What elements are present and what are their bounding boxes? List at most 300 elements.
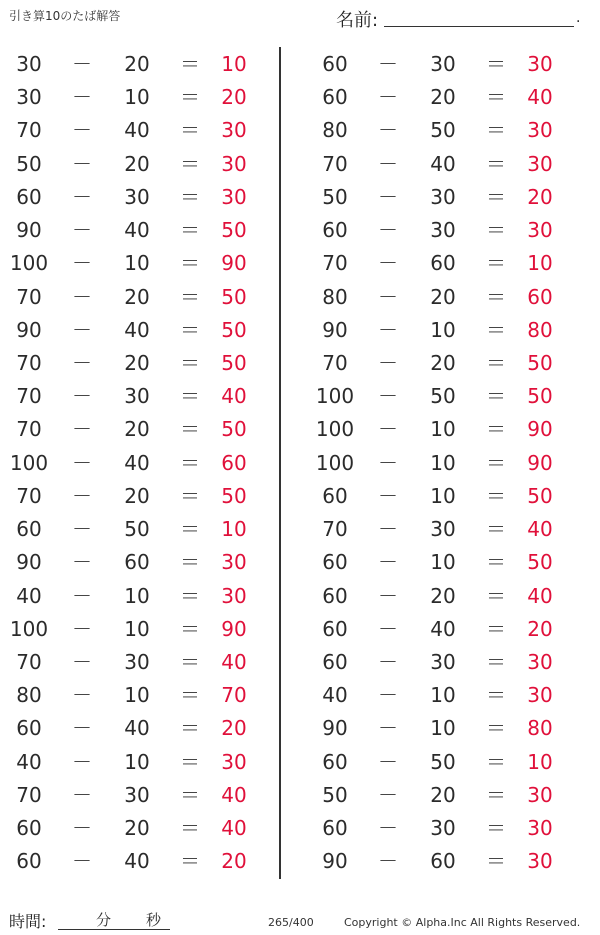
minuend: 70 [16, 483, 42, 508]
minus-sign: － [72, 816, 92, 841]
subtrahend: 30 [430, 816, 456, 841]
problem-row [0, 314, 290, 347]
problem-row [306, 148, 596, 181]
subtrahend: 20 [124, 816, 150, 841]
equals-sign: ＝ [486, 749, 506, 774]
minuend: 70 [322, 350, 348, 375]
answer: 50 [221, 218, 247, 243]
subtrahend: 20 [124, 284, 150, 309]
problem-row [0, 413, 290, 446]
subtrahend: 30 [430, 649, 456, 674]
problem-row [306, 281, 596, 314]
problem-row [306, 546, 596, 579]
subtrahend: 40 [430, 616, 456, 641]
minuend: 60 [322, 52, 348, 76]
answer: 30 [221, 184, 247, 209]
minus-sign: － [378, 616, 398, 641]
equals-sign: ＝ [486, 483, 506, 508]
minus-sign: － [72, 52, 92, 76]
minuend: 70 [322, 251, 348, 276]
subtrahend: 20 [124, 483, 150, 508]
answer: 20 [221, 716, 247, 741]
minus-sign: － [378, 184, 398, 209]
subtrahend: 30 [430, 218, 456, 243]
answer: 10 [221, 517, 247, 542]
name-label: 名前: [336, 10, 379, 31]
minuend: 70 [16, 417, 42, 442]
subtrahend: 40 [124, 450, 150, 475]
subtrahend: 60 [430, 251, 456, 276]
minus-sign: － [72, 251, 92, 276]
answer: 40 [221, 649, 247, 674]
answer: 30 [527, 649, 553, 674]
equals-sign: ＝ [486, 384, 506, 409]
subtrahend: 40 [430, 151, 456, 176]
problem-row [306, 646, 596, 679]
subtrahend: 20 [430, 782, 456, 807]
minus-sign: － [72, 350, 92, 375]
minute-label: 分 [96, 911, 112, 929]
subtrahend: 30 [430, 52, 456, 76]
problem-row [306, 812, 596, 845]
minuend: 70 [16, 118, 42, 143]
answer: 40 [527, 583, 553, 608]
answer: 30 [527, 683, 553, 708]
subtrahend: 60 [430, 849, 456, 874]
problem-row [0, 380, 290, 413]
minus-sign: － [378, 849, 398, 874]
answer: 30 [221, 583, 247, 608]
equals-sign: ＝ [486, 816, 506, 841]
minuend: 60 [16, 184, 42, 209]
answer: 10 [527, 749, 553, 774]
minuend: 30 [16, 85, 42, 110]
problem-row [306, 513, 596, 546]
subtrahend: 10 [124, 251, 150, 276]
minus-sign: － [72, 583, 92, 608]
time-label: 時間: [9, 912, 47, 931]
minuend: 100 [315, 450, 355, 475]
minus-sign: － [378, 583, 398, 608]
answer: 20 [527, 184, 553, 209]
answer: 30 [527, 849, 553, 874]
equals-sign: ＝ [180, 517, 200, 542]
subtrahend: 10 [124, 85, 150, 110]
subtrahend: 20 [430, 350, 456, 375]
answer: 20 [527, 616, 553, 641]
minus-sign: － [72, 550, 92, 575]
problem-row [306, 580, 596, 613]
problem-row [306, 413, 596, 446]
subtrahend: 10 [124, 616, 150, 641]
equals-sign: ＝ [486, 184, 506, 209]
subtrahend: 20 [124, 52, 150, 76]
problem-row [0, 214, 290, 247]
subtrahend: 10 [430, 683, 456, 708]
subtrahend: 10 [430, 716, 456, 741]
minuend: 70 [16, 782, 42, 807]
minus-sign: － [378, 450, 398, 475]
minuend: 80 [322, 284, 348, 309]
problem-row [306, 380, 596, 413]
minuend: 60 [322, 616, 348, 641]
subtrahend: 50 [430, 118, 456, 143]
minuend: 90 [16, 550, 42, 575]
answer: 60 [527, 284, 553, 309]
minus-sign: － [72, 184, 92, 209]
equals-sign: ＝ [486, 450, 506, 475]
equals-sign: ＝ [180, 184, 200, 209]
equals-sign: ＝ [180, 218, 200, 243]
minus-sign: － [378, 683, 398, 708]
answer: 30 [221, 118, 247, 143]
minuend: 60 [322, 85, 348, 110]
problem-row [0, 480, 290, 513]
problem-row [0, 812, 290, 845]
minus-sign: － [72, 417, 92, 442]
problem-row [0, 845, 290, 878]
minus-sign: － [378, 649, 398, 674]
equals-sign: ＝ [486, 151, 506, 176]
subtrahend: 30 [430, 517, 456, 542]
minuend: 60 [16, 816, 42, 841]
problem-row [306, 181, 596, 214]
answer: 30 [221, 151, 247, 176]
subtrahend: 40 [124, 716, 150, 741]
problem-row [0, 281, 290, 314]
name-field-line [384, 26, 574, 27]
equals-sign: ＝ [180, 649, 200, 674]
answer: 10 [527, 251, 553, 276]
subtrahend: 10 [430, 317, 456, 342]
minus-sign: － [378, 284, 398, 309]
minus-sign: － [72, 118, 92, 143]
equals-sign: ＝ [486, 251, 506, 276]
subtrahend: 40 [124, 849, 150, 874]
answer: 40 [527, 517, 553, 542]
minuend: 80 [16, 683, 42, 708]
subtrahend: 20 [430, 85, 456, 110]
answer: 80 [527, 317, 553, 342]
minuend: 70 [322, 517, 348, 542]
minus-sign: － [72, 450, 92, 475]
minus-sign: － [72, 649, 92, 674]
minus-sign: － [378, 317, 398, 342]
problem-row [0, 613, 290, 646]
minuend: 40 [16, 749, 42, 774]
minus-sign: － [378, 384, 398, 409]
problem-row [0, 746, 290, 779]
equals-sign: ＝ [486, 52, 506, 76]
answer: 90 [527, 450, 553, 475]
minus-sign: － [72, 683, 92, 708]
minus-sign: － [72, 616, 92, 641]
minus-sign: － [378, 417, 398, 442]
minus-sign: － [72, 284, 92, 309]
equals-sign: ＝ [180, 816, 200, 841]
problem-row [0, 48, 290, 81]
subtrahend: 10 [430, 550, 456, 575]
subtrahend: 10 [124, 583, 150, 608]
answer: 30 [527, 52, 553, 76]
minus-sign: － [72, 317, 92, 342]
left-problem-column [0, 48, 290, 878]
minuend: 60 [16, 517, 42, 542]
answer: 50 [527, 384, 553, 409]
problem-row [306, 81, 596, 114]
problem-row [306, 712, 596, 745]
equals-sign: ＝ [180, 483, 200, 508]
equals-sign: ＝ [180, 350, 200, 375]
answer: 30 [221, 550, 247, 575]
minuend: 100 [9, 450, 49, 475]
subtrahend: 20 [430, 583, 456, 608]
minus-sign: － [72, 384, 92, 409]
minus-sign: － [378, 782, 398, 807]
minuend: 50 [16, 151, 42, 176]
subtrahend: 30 [430, 184, 456, 209]
minus-sign: － [378, 350, 398, 375]
answer: 90 [221, 251, 247, 276]
minus-sign: － [378, 85, 398, 110]
minus-sign: － [378, 218, 398, 243]
equals-sign: ＝ [486, 616, 506, 641]
minuend: 60 [322, 550, 348, 575]
minus-sign: － [72, 782, 92, 807]
equals-sign: ＝ [180, 151, 200, 176]
equals-sign: ＝ [180, 683, 200, 708]
minus-sign: － [72, 483, 92, 508]
minuend: 70 [16, 649, 42, 674]
equals-sign: ＝ [486, 118, 506, 143]
problem-row [306, 447, 596, 480]
minuend: 100 [315, 384, 355, 409]
equals-sign: ＝ [180, 118, 200, 143]
minus-sign: － [72, 849, 92, 874]
minus-sign: － [72, 749, 92, 774]
subtrahend: 20 [124, 417, 150, 442]
minuend: 60 [322, 218, 348, 243]
minuend: 70 [16, 384, 42, 409]
problem-row [0, 779, 290, 812]
problem-row [306, 845, 596, 878]
minus-sign: － [378, 517, 398, 542]
equals-sign: ＝ [486, 583, 506, 608]
problem-row [0, 347, 290, 380]
subtrahend: 40 [124, 118, 150, 143]
subtrahend: 20 [124, 151, 150, 176]
minuend: 60 [322, 816, 348, 841]
minuend: 50 [322, 782, 348, 807]
subtrahend: 30 [124, 649, 150, 674]
page-number: 265/400 [268, 916, 314, 929]
answer: 50 [221, 284, 247, 309]
answer: 40 [221, 782, 247, 807]
answer: 50 [221, 350, 247, 375]
minus-sign: － [72, 151, 92, 176]
problem-row [306, 247, 596, 280]
name-end-dot: . [576, 10, 581, 26]
minus-sign: － [72, 218, 92, 243]
equals-sign: ＝ [180, 749, 200, 774]
subtrahend: 30 [124, 384, 150, 409]
minus-sign: － [378, 816, 398, 841]
equals-sign: ＝ [180, 85, 200, 110]
second-label: 秒 [146, 911, 162, 929]
minuend: 60 [16, 849, 42, 874]
answer: 40 [527, 85, 553, 110]
problem-row [306, 314, 596, 347]
subtrahend: 50 [430, 384, 456, 409]
equals-sign: ＝ [180, 716, 200, 741]
minuend: 40 [322, 683, 348, 708]
subtrahend: 10 [430, 417, 456, 442]
problem-row [0, 181, 290, 214]
problem-row [306, 480, 596, 513]
problem-row [0, 114, 290, 147]
minuend: 100 [9, 616, 49, 641]
subtrahend: 10 [124, 749, 150, 774]
subtrahend: 30 [124, 184, 150, 209]
answer: 30 [221, 749, 247, 774]
minuend: 70 [16, 350, 42, 375]
problem-row [0, 247, 290, 280]
problem-row [0, 513, 290, 546]
minuend: 90 [322, 317, 348, 342]
equals-sign: ＝ [486, 683, 506, 708]
minus-sign: － [378, 251, 398, 276]
subtrahend: 10 [430, 483, 456, 508]
minuend: 60 [322, 583, 348, 608]
equals-sign: ＝ [180, 450, 200, 475]
minus-sign: － [72, 85, 92, 110]
minuend: 70 [16, 284, 42, 309]
right-problem-column [306, 48, 596, 878]
minuend: 60 [322, 749, 348, 774]
problem-row [0, 81, 290, 114]
problem-row [0, 580, 290, 613]
subtrahend: 30 [124, 782, 150, 807]
minus-sign: － [378, 749, 398, 774]
answer: 70 [221, 683, 247, 708]
answer: 90 [221, 616, 247, 641]
minuend: 90 [16, 317, 42, 342]
problem-row [306, 114, 596, 147]
minus-sign: － [378, 716, 398, 741]
answer: 30 [527, 118, 553, 143]
problem-row [306, 214, 596, 247]
problem-row [0, 679, 290, 712]
subtrahend: 60 [124, 550, 150, 575]
equals-sign: ＝ [486, 517, 506, 542]
answer: 90 [527, 417, 553, 442]
minuend: 30 [16, 52, 42, 76]
answer: 50 [527, 550, 553, 575]
answer: 10 [221, 52, 247, 76]
answer: 50 [221, 483, 247, 508]
answer: 40 [221, 384, 247, 409]
answer: 30 [527, 151, 553, 176]
problem-row [306, 48, 596, 81]
equals-sign: ＝ [486, 317, 506, 342]
answer: 20 [221, 85, 247, 110]
answer: 20 [221, 849, 247, 874]
answer: 30 [527, 218, 553, 243]
problem-row [0, 546, 290, 579]
equals-sign: ＝ [180, 417, 200, 442]
equals-sign: ＝ [180, 52, 200, 76]
equals-sign: ＝ [180, 384, 200, 409]
minuend: 60 [322, 649, 348, 674]
worksheet-title: 引き算10のたば解答 [9, 9, 121, 23]
equals-sign: ＝ [180, 583, 200, 608]
subtrahend: 10 [430, 450, 456, 475]
equals-sign: ＝ [180, 284, 200, 309]
copyright-text: Copyright © Alpha.Inc All Rights Reserved. [344, 916, 581, 929]
subtrahend: 10 [124, 683, 150, 708]
problem-row [306, 746, 596, 779]
answer: 30 [527, 782, 553, 807]
answer: 50 [527, 483, 553, 508]
minus-sign: － [72, 517, 92, 542]
equals-sign: ＝ [486, 550, 506, 575]
minuend: 90 [322, 849, 348, 874]
subtrahend: 20 [430, 284, 456, 309]
equals-sign: ＝ [180, 782, 200, 807]
subtrahend: 40 [124, 218, 150, 243]
minuend: 60 [322, 483, 348, 508]
answer: 50 [527, 350, 553, 375]
equals-sign: ＝ [180, 550, 200, 575]
equals-sign: ＝ [180, 251, 200, 276]
minus-sign: － [378, 550, 398, 575]
minus-sign: － [378, 151, 398, 176]
equals-sign: ＝ [486, 284, 506, 309]
minus-sign: － [378, 483, 398, 508]
minuend: 70 [322, 151, 348, 176]
problem-row [0, 646, 290, 679]
problem-row [0, 712, 290, 745]
problem-row [306, 779, 596, 812]
minuend: 40 [16, 583, 42, 608]
problem-row [0, 148, 290, 181]
answer: 40 [221, 816, 247, 841]
equals-sign: ＝ [180, 849, 200, 874]
subtrahend: 40 [124, 317, 150, 342]
answer: 50 [221, 317, 247, 342]
answer: 60 [221, 450, 247, 475]
equals-sign: ＝ [486, 85, 506, 110]
equals-sign: ＝ [486, 350, 506, 375]
problem-row [306, 347, 596, 380]
problem-row [306, 613, 596, 646]
minuend: 100 [315, 417, 355, 442]
minus-sign: － [378, 52, 398, 76]
minuend: 60 [16, 716, 42, 741]
minus-sign: － [378, 118, 398, 143]
minus-sign: － [72, 716, 92, 741]
equals-sign: ＝ [486, 716, 506, 741]
equals-sign: ＝ [180, 317, 200, 342]
minuend: 50 [322, 184, 348, 209]
problem-row [0, 447, 290, 480]
minuend: 100 [9, 251, 49, 276]
subtrahend: 20 [124, 350, 150, 375]
answer: 80 [527, 716, 553, 741]
minuend: 90 [16, 218, 42, 243]
equals-sign: ＝ [486, 849, 506, 874]
equals-sign: ＝ [180, 616, 200, 641]
